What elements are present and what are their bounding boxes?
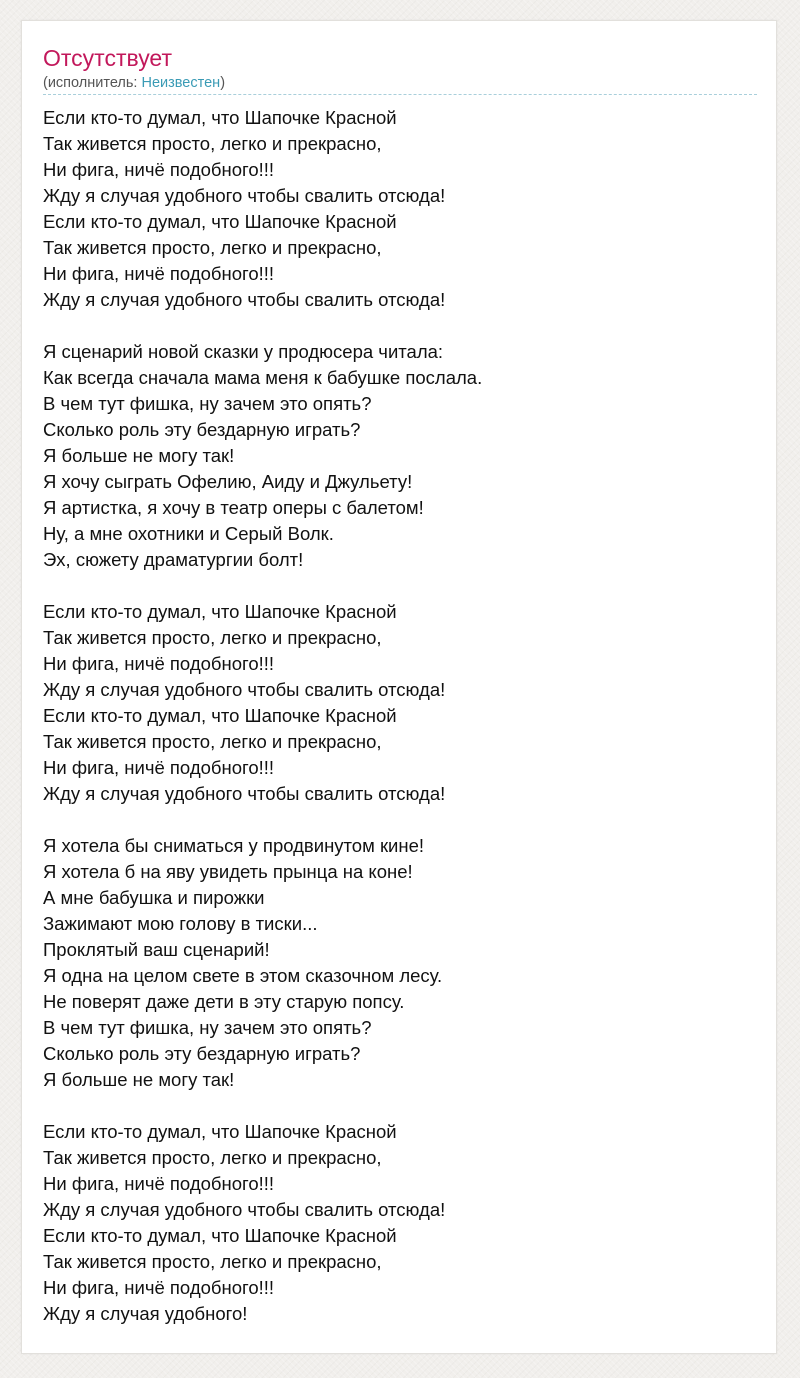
lyric-line: Так живется просто, легко и прекрасно, — [43, 133, 382, 154]
lyric-line: Жду я случая удобного чтобы свалить отсюда! — [43, 1199, 446, 1220]
lyric-line: Жду я случая удобного чтобы свалить отсюда! — [43, 783, 446, 804]
lyric-line: Ни фига, ничё подобного!!! — [43, 1277, 275, 1298]
lyric-line: Если кто-то думал, что Шапочке Красной — [43, 1121, 397, 1142]
lyric-line: Так живется просто, легко и прекрасно, — [43, 1147, 382, 1168]
lyric-line: Я хотела бы сниматься у продвинутом кине! — [43, 835, 425, 856]
lyric-line: Жду я случая удобного! — [43, 1303, 248, 1324]
lyric-line: Если кто-то думал, что Шапочке Красной — [43, 1225, 397, 1246]
lyric-line: Жду я случая удобного чтобы свалить отсюда! — [43, 289, 446, 310]
lyric-line: Так живется просто, легко и прекрасно, — [43, 627, 382, 648]
lyric-line: Я больше не могу так! — [43, 1069, 235, 1090]
lyric-line: Зажимают мою голову в тиски... — [43, 913, 318, 934]
performer-line — [43, 73, 225, 93]
lyric-line: Я сценарий новой сказки у продюсера читала: — [43, 341, 444, 362]
lyric-line: Проклятый ваш сценарий! — [43, 939, 270, 960]
lyric-line: В чем тут фишка, ну зачем это опять? — [43, 393, 372, 414]
lyric-line: Я хотела б на яву увидеть прынца на коне! — [43, 861, 413, 882]
lyric-line: Если кто-то думал, что Шапочке Красной — [43, 211, 397, 232]
performer-prefix: (исполнитель: — [43, 75, 142, 91]
stanza-break — [43, 313, 757, 339]
lyric-line: Так живется просто, легко и прекрасно, — [43, 731, 382, 752]
lyric-line: Если кто-то думал, что Шапочке Красной — [43, 705, 397, 726]
stanza-break — [43, 1093, 757, 1119]
lyric-line: Сколько роль эту бездарную играть? — [43, 1043, 361, 1064]
lyric-line: Не поверят даже дети в эту старую попсу. — [43, 991, 405, 1012]
lyric-line: Ни фига, ничё подобного!!! — [43, 757, 275, 778]
lyric-line: Жду я случая удобного чтобы свалить отсюда! — [43, 185, 446, 206]
lyric-line: Как всегда сначала мама меня к бабушке послала. — [43, 367, 483, 388]
title-divider — [43, 94, 757, 95]
lyric-line: Я больше не могу так! — [43, 445, 235, 466]
lyric-line: Ни фига, ничё подобного!!! — [43, 653, 275, 674]
lyric-line: Ни фига, ничё подобного!!! — [43, 263, 275, 284]
lyrics-card — [21, 20, 777, 1354]
lyric-line: Если кто-то думал, что Шапочке Красной — [43, 107, 397, 128]
lyric-line: Так живется просто, легко и прекрасно, — [43, 1251, 382, 1272]
stanza-break — [43, 573, 757, 599]
stanza-break — [43, 807, 757, 833]
lyric-line: Эх, сюжету драматургии болт! — [43, 549, 304, 570]
performer-suffix: ) — [220, 75, 226, 91]
performer-link[interactable]: Неизвестен — [141, 75, 221, 91]
lyrics-text — [43, 105, 757, 1327]
lyric-line: Я одна на целом свете в этом сказочном лесу. — [43, 965, 443, 986]
lyric-line: Ну, а мне охотники и Серый Волк. — [43, 523, 334, 544]
lyric-line: Я артистка, я хочу в театр оперы с балетом! — [43, 497, 424, 518]
lyric-line: Ни фига, ничё подобного!!! — [43, 1173, 275, 1194]
lyric-line: А мне бабушка и пирожки — [43, 887, 265, 908]
lyric-line: Ни фига, ничё подобного!!! — [43, 159, 275, 180]
lyric-line: В чем тут фишка, ну зачем это опять? — [43, 1017, 372, 1038]
song-title: Отсутствует — [43, 45, 172, 71]
lyric-line: Сколько роль эту бездарную играть? — [43, 419, 361, 440]
lyric-line: Жду я случая удобного чтобы свалить отсюда! — [43, 679, 446, 700]
lyric-line: Так живется просто, легко и прекрасно, — [43, 237, 382, 258]
lyric-line: Я хочу сыграть Офелию, Аиду и Джульету! — [43, 471, 413, 492]
lyric-line: Если кто-то думал, что Шапочке Красной — [43, 601, 397, 622]
